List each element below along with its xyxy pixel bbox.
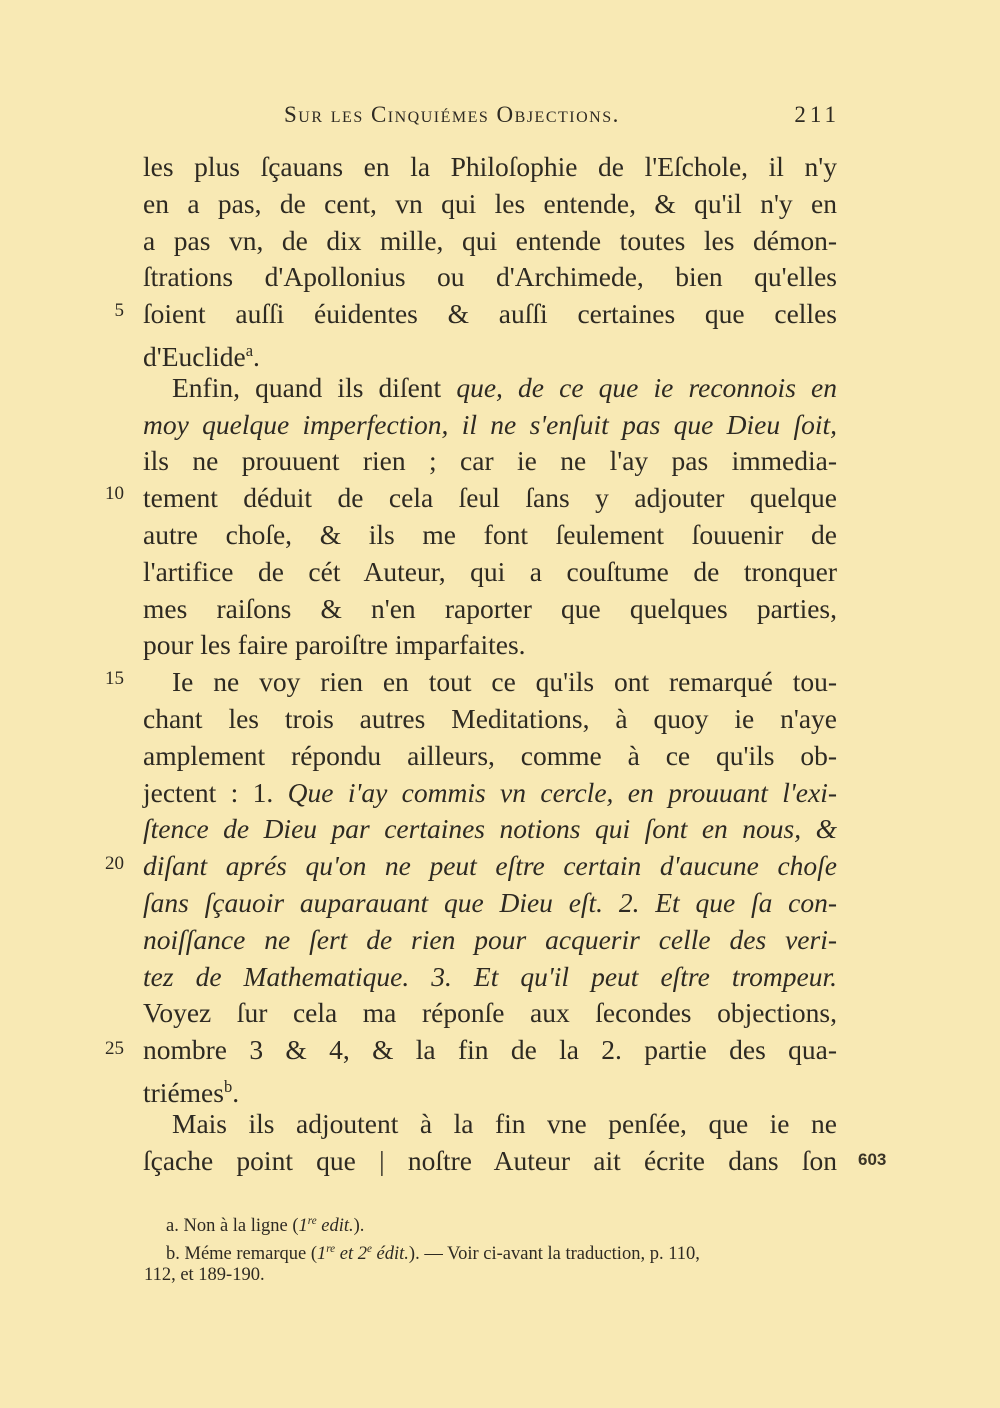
footnote-italic: 1 [317, 1244, 327, 1265]
text-run: Voyez ſur cela ma réponſe aux ſecondes objections, [143, 997, 837, 1029]
line-number-20: 20 [105, 853, 124, 874]
text-run: tement déduit de cela ſeul ſans y adjouter quelque [143, 482, 837, 514]
text-run: nombre 3 & 4, & la fin de la 2. partie des qua- [143, 1034, 837, 1066]
italic-run: Que i'ay commis vn cercle, en prouuant l'exi- [287, 776, 837, 808]
text-line [143, 775, 837, 811]
text-run: . [253, 341, 260, 373]
text-line [143, 1032, 837, 1068]
text-run: triémes [143, 1077, 224, 1109]
footnote-a [166, 1208, 364, 1239]
footnote-italic: edit. [321, 1216, 354, 1237]
footnote-b-continued: 112, et 189-190. [144, 1265, 265, 1285]
footnote-italic: édit. [371, 1244, 409, 1265]
text-run: les plus ſçauans en la Philoſophie de l'Eſchole, il n'y [143, 151, 837, 182]
text-line [143, 995, 837, 1031]
italic-run: tez de Mathematique. 3. Et qu'il peut eſtre trompeur. [143, 960, 837, 992]
text-run: Ie ne voy rien en tout ce qu'ils ont remarqué tou- [172, 666, 837, 698]
italic-run: diſant aprés qu'on ne peut eſtre certain d'aucune choſe [143, 850, 837, 882]
italic-run: que, de ce que ie reconnois en [456, 371, 837, 403]
text-run: d'Euclide [143, 341, 246, 373]
text-run: pour les faire paroiſtre imparfaites. [143, 629, 526, 661]
text-line [143, 517, 837, 553]
text-run: ils ne prouuent rien ; car ie ne l'ay pas immedia- [143, 445, 837, 477]
text-run: mes raiſons & n'en raporter que quelques parties, [143, 592, 837, 624]
margin-page-reference: 603 [858, 1150, 887, 1169]
text-line [143, 701, 837, 737]
italic-run: moy quelque imperfection, il ne s'enſuit pas que Dieu ſoit, [143, 408, 837, 440]
text-line [143, 186, 837, 222]
text-line [143, 149, 837, 185]
line-number-25: 25 [105, 1038, 124, 1059]
text-line [143, 1069, 837, 1109]
footnote-sup: re [307, 1215, 317, 1227]
text-run: . [232, 1077, 240, 1109]
running-title: Sur les Cinquiémes Objections. [284, 102, 620, 127]
text-line [143, 554, 837, 590]
text-line [143, 922, 837, 958]
text-line [143, 296, 837, 332]
text-line [143, 627, 837, 663]
text-line [143, 811, 837, 847]
line-number-10: 10 [105, 483, 124, 504]
line-number-5: 5 [114, 300, 124, 321]
line-number-15: 15 [105, 668, 124, 689]
footnote-marker: b [223, 1077, 233, 1096]
text-line [143, 333, 837, 373]
footnote-italic: 1 [298, 1216, 308, 1237]
page-number: 211 [794, 102, 840, 127]
text-line [143, 591, 837, 627]
text-line [172, 664, 837, 700]
text-run: en a pas, de cent, vn qui les entende, & qu'il n'y en [143, 187, 837, 219]
text-run: Enfin, quand ils diſent [172, 371, 457, 403]
text-run: autre choſe, & ils me font ſeulement ſouuenir de [143, 519, 837, 550]
italic-run: ſtence de Dieu par certaines notions qui ſont en nous, & [143, 813, 837, 845]
text-line [143, 407, 837, 443]
footnote-label: a. [166, 1216, 179, 1237]
text-run: ſçache point que | noſtre Auteur ait écrite dans ſon [143, 1144, 837, 1176]
footnote-marker: a [245, 341, 254, 360]
page-header [280, 100, 840, 134]
footnote-label: b. [166, 1244, 180, 1265]
footnote-end: ). [353, 1216, 365, 1237]
text-run: ſtrations d'Apollonius ou d'Archimede, bien qu'elles [143, 261, 837, 293]
text-run: jectent : 1. [143, 776, 288, 808]
text-run: amplement répondu ailleurs, comme à ce qu'ils ob- [143, 739, 837, 771]
text-line [143, 223, 837, 259]
text-run: Mais ils adjoutent à la fin vne penſée, que ie ne [172, 1107, 837, 1139]
text-line [143, 1143, 837, 1179]
footnote-sup: e [366, 1243, 372, 1255]
text-line [143, 885, 837, 921]
text-run: l'artifice de cét Auteur, qui a couſtume de tronquer [143, 555, 837, 587]
text-line [143, 738, 837, 774]
text-line [172, 1106, 837, 1142]
text-run: a pas vn, de dix mille, qui entende toutes les démon- [143, 224, 837, 256]
text-run: ſoient auſſi éuidentes & auſſi certaines que celles [143, 298, 837, 330]
text-line [143, 848, 837, 884]
footnote-text: Méme remarque ( [184, 1244, 318, 1265]
italic-run: noiſſance ne ſert de rien pour acquerir celle des veri- [143, 923, 837, 955]
italic-run: ſans ſçauoir auparauant que Dieu eſt. 2. Et que ſa con- [143, 887, 837, 918]
text-line [143, 443, 837, 479]
text-line [143, 959, 837, 995]
text-line [143, 259, 837, 295]
text-line [143, 480, 837, 516]
footnote-italic: et 2 [335, 1244, 367, 1265]
footnote-sup: re [326, 1243, 336, 1255]
text-run: chant les trois autres Meditations, à quoy ie n'aye [143, 703, 837, 734]
footnote-text: ). — Voir ci-avant la traduction, p. 110, [408, 1244, 700, 1265]
text-line [172, 370, 837, 406]
footnote-text: Non à la ligne ( [183, 1216, 299, 1237]
